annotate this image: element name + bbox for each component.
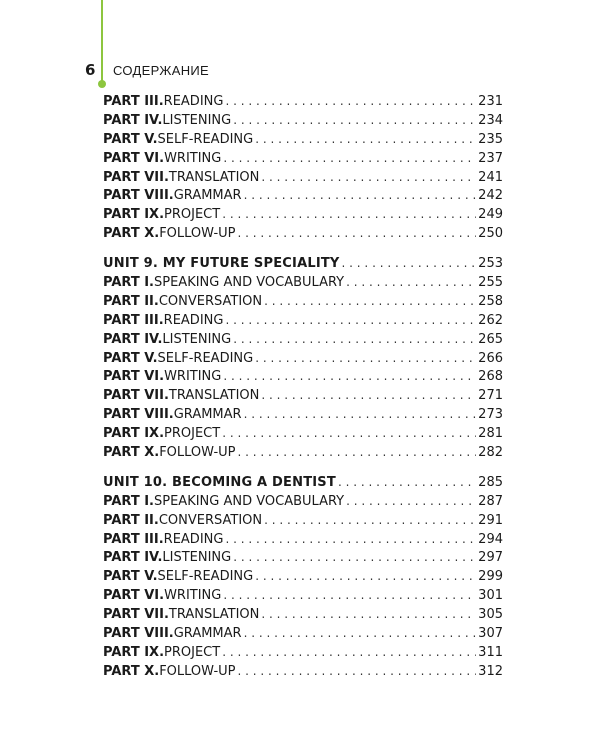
dot-leader bbox=[223, 586, 476, 605]
part-number: PART V. bbox=[103, 569, 158, 585]
page-ref: 235 bbox=[478, 131, 503, 147]
page-ref: 291 bbox=[478, 512, 503, 528]
toc-entry[interactable] bbox=[103, 643, 503, 662]
toc-entry[interactable] bbox=[103, 311, 503, 330]
part-number: PART IV. bbox=[103, 550, 163, 566]
part-title: TRANSLATION bbox=[168, 169, 260, 185]
dot-leader bbox=[255, 130, 476, 149]
toc-unit-entry[interactable] bbox=[103, 254, 503, 273]
part-title: READING bbox=[163, 94, 224, 109]
page-ref: 262 bbox=[478, 312, 503, 328]
toc-entry[interactable] bbox=[103, 548, 503, 567]
part-number: PART III. bbox=[103, 94, 164, 109]
page-ref: 255 bbox=[478, 275, 503, 291]
dot-leader bbox=[233, 111, 476, 130]
part-number: PART II. bbox=[103, 293, 159, 309]
page-ref: 265 bbox=[478, 331, 503, 347]
toc-entry[interactable] bbox=[103, 367, 503, 386]
part-number: PART X. bbox=[103, 445, 160, 461]
toc-entry[interactable] bbox=[103, 586, 503, 605]
toc-entry[interactable] bbox=[103, 224, 503, 243]
part-title: SELF-READING bbox=[157, 131, 254, 147]
page-ref: 258 bbox=[478, 293, 503, 309]
part-number: PART IV. bbox=[103, 112, 163, 128]
toc-group bbox=[103, 254, 503, 462]
part-title: FOLLOW-UP bbox=[159, 445, 236, 461]
part-number: PART VII. bbox=[103, 607, 169, 623]
part-number: PART X. bbox=[103, 663, 160, 679]
part-number: PART IX. bbox=[103, 644, 165, 660]
page-ref: 250 bbox=[478, 226, 503, 242]
part-title: GRAMMAR bbox=[173, 188, 242, 204]
part-number: PART VIII. bbox=[103, 626, 174, 642]
part-title: SELF-READING bbox=[157, 350, 254, 366]
toc-entry[interactable] bbox=[103, 530, 503, 549]
page-ref: 266 bbox=[478, 350, 503, 366]
part-title: FOLLOW-UP bbox=[159, 226, 236, 242]
part-number: PART III. bbox=[103, 531, 164, 547]
page-ref: 301 bbox=[478, 588, 503, 604]
part-title: TRANSLATION bbox=[168, 607, 260, 623]
part-title: READING bbox=[163, 531, 224, 547]
toc-entry[interactable] bbox=[103, 443, 503, 462]
page-ref: 231 bbox=[478, 94, 503, 109]
toc-group bbox=[103, 92, 503, 243]
part-title: SPEAKING AND VOCABULARY bbox=[154, 275, 345, 291]
toc-entry[interactable] bbox=[103, 349, 503, 368]
part-number: PART III. bbox=[103, 312, 164, 328]
page-ref: 242 bbox=[478, 188, 503, 204]
dot-leader bbox=[225, 92, 476, 111]
toc-entry[interactable] bbox=[103, 92, 503, 111]
part-title: CONVERSATION bbox=[158, 512, 263, 528]
part-title: WRITING bbox=[164, 150, 222, 166]
dot-leader bbox=[264, 292, 476, 311]
page-ref: 249 bbox=[478, 207, 503, 223]
part-title: LISTENING bbox=[162, 112, 232, 128]
toc-entry[interactable] bbox=[103, 205, 503, 224]
toc-entry[interactable] bbox=[103, 186, 503, 205]
toc-entry[interactable] bbox=[103, 424, 503, 443]
dot-leader bbox=[233, 330, 476, 349]
toc-entry[interactable] bbox=[103, 168, 503, 187]
page-ref: 281 bbox=[478, 426, 503, 442]
part-number: PART VI. bbox=[103, 369, 165, 385]
part-number: PART I. bbox=[103, 275, 154, 291]
part-title: WRITING bbox=[164, 369, 222, 385]
dot-leader bbox=[261, 605, 476, 624]
dot-leader bbox=[222, 424, 476, 443]
part-number: PART VII. bbox=[103, 169, 169, 185]
dot-leader bbox=[255, 349, 476, 368]
toc-entry[interactable] bbox=[103, 662, 503, 681]
table-of-contents bbox=[103, 92, 503, 681]
page-number: 6 bbox=[85, 61, 96, 79]
dot-leader bbox=[225, 311, 476, 330]
part-number: PART IX. bbox=[103, 207, 165, 223]
page-ref: 271 bbox=[478, 388, 503, 404]
page-ref: 297 bbox=[478, 550, 503, 566]
dot-leader bbox=[244, 186, 477, 205]
part-title: PROJECT bbox=[164, 644, 221, 660]
dot-leader bbox=[261, 168, 476, 187]
dot-leader bbox=[346, 273, 476, 292]
page-ref: 294 bbox=[478, 531, 503, 547]
part-title: READING bbox=[163, 312, 224, 328]
part-number: PART VIII. bbox=[103, 407, 174, 423]
toc-entry[interactable] bbox=[103, 492, 503, 511]
toc-entry[interactable] bbox=[103, 130, 503, 149]
dot-leader bbox=[261, 386, 476, 405]
dot-leader bbox=[233, 548, 476, 567]
page-ref: 234 bbox=[478, 112, 503, 128]
page-ref: 253 bbox=[478, 256, 503, 272]
part-number: PART V. bbox=[103, 350, 158, 366]
part-title: PROJECT bbox=[164, 207, 221, 223]
page-title: СОДЕРЖАНИЕ bbox=[113, 63, 210, 78]
dot-leader bbox=[338, 473, 476, 492]
part-number: PART VI. bbox=[103, 588, 165, 604]
header-accent-line bbox=[101, 0, 103, 83]
page-ref: 285 bbox=[478, 474, 503, 490]
dot-leader bbox=[342, 254, 477, 273]
dot-leader bbox=[244, 624, 477, 643]
toc-entry[interactable] bbox=[103, 273, 503, 292]
part-number: PART X. bbox=[103, 226, 160, 242]
page-ref: 241 bbox=[478, 169, 503, 185]
toc-entry[interactable] bbox=[103, 149, 503, 168]
dot-leader bbox=[223, 149, 476, 168]
part-number: PART VI. bbox=[103, 150, 165, 166]
dot-leader bbox=[238, 224, 477, 243]
part-title: CONVERSATION bbox=[158, 293, 263, 309]
part-number: PART I. bbox=[103, 493, 154, 509]
unit-title: UNIT 10. BECOMING A DENTIST bbox=[103, 474, 336, 490]
page-ref: 268 bbox=[478, 369, 503, 385]
toc-entry[interactable] bbox=[103, 511, 503, 530]
part-title: TRANSLATION bbox=[168, 388, 260, 404]
toc-entry[interactable] bbox=[103, 292, 503, 311]
dot-leader bbox=[238, 662, 477, 681]
unit-title: UNIT 9. MY FUTURE SPECIALITY bbox=[103, 256, 340, 272]
page-ref: 307 bbox=[478, 626, 503, 642]
dot-leader bbox=[346, 492, 476, 511]
toc-entry[interactable] bbox=[103, 386, 503, 405]
part-title: SPEAKING AND VOCABULARY bbox=[154, 493, 345, 509]
dot-leader bbox=[264, 511, 476, 530]
part-title: GRAMMAR bbox=[173, 407, 242, 423]
toc-unit-entry[interactable] bbox=[103, 473, 503, 492]
dot-leader bbox=[222, 643, 476, 662]
dot-leader bbox=[255, 567, 476, 586]
dot-leader bbox=[223, 367, 476, 386]
part-title: GRAMMAR bbox=[173, 626, 242, 642]
part-title: SELF-READING bbox=[157, 569, 254, 585]
part-title: PROJECT bbox=[164, 426, 221, 442]
toc-entry[interactable] bbox=[103, 111, 503, 130]
part-title: LISTENING bbox=[162, 331, 232, 347]
part-number: PART V. bbox=[103, 131, 158, 147]
part-number: PART VIII. bbox=[103, 188, 174, 204]
part-title: LISTENING bbox=[162, 550, 232, 566]
page-ref: 312 bbox=[478, 663, 503, 679]
part-title: FOLLOW-UP bbox=[159, 663, 236, 679]
dot-leader bbox=[244, 405, 477, 424]
part-number: PART II. bbox=[103, 512, 159, 528]
toc-entry[interactable] bbox=[103, 567, 503, 586]
page-ref: 311 bbox=[478, 644, 503, 660]
dot-leader bbox=[225, 530, 476, 549]
page-ref: 282 bbox=[478, 445, 503, 461]
toc-entry[interactable] bbox=[103, 405, 503, 424]
part-number: PART VII. bbox=[103, 388, 169, 404]
page-ref: 305 bbox=[478, 607, 503, 623]
toc-entry[interactable] bbox=[103, 605, 503, 624]
page-ref: 237 bbox=[478, 150, 503, 166]
header-accent-dot bbox=[98, 80, 106, 88]
page-ref: 287 bbox=[478, 493, 503, 509]
toc-group bbox=[103, 473, 503, 681]
page-ref: 273 bbox=[478, 407, 503, 423]
part-number: PART IX. bbox=[103, 426, 165, 442]
part-number: PART IV. bbox=[103, 331, 163, 347]
part-title: WRITING bbox=[164, 588, 222, 604]
toc-entry[interactable] bbox=[103, 330, 503, 349]
page-ref: 299 bbox=[478, 569, 503, 585]
dot-leader bbox=[222, 205, 476, 224]
toc-entry[interactable] bbox=[103, 624, 503, 643]
dot-leader bbox=[238, 443, 477, 462]
